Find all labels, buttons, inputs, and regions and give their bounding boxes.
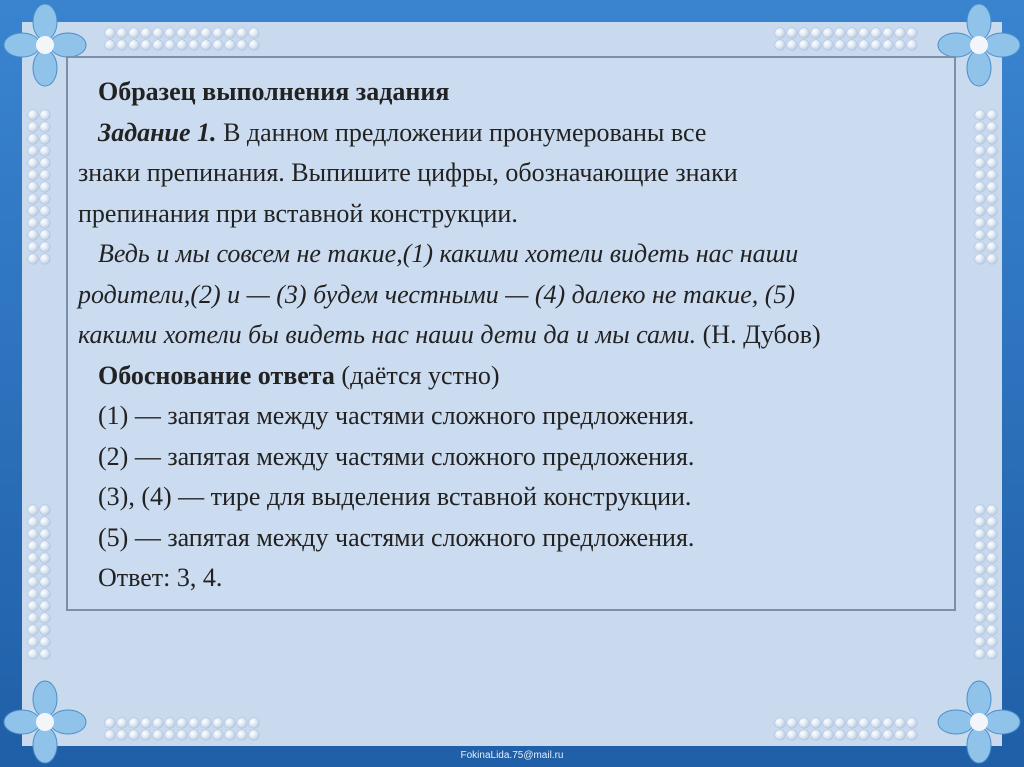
bead xyxy=(907,40,917,50)
bead xyxy=(40,218,50,228)
bead xyxy=(847,718,857,728)
bead xyxy=(811,718,821,728)
bead xyxy=(859,40,869,50)
bead xyxy=(823,730,833,740)
task-label: Задание 1. xyxy=(98,117,217,147)
justification-line xyxy=(98,356,948,397)
bead xyxy=(40,565,50,575)
bead xyxy=(847,40,857,50)
bead xyxy=(105,718,115,728)
bead xyxy=(40,541,50,551)
bead xyxy=(987,194,997,204)
bead xyxy=(40,170,50,180)
bead xyxy=(987,637,997,647)
bead xyxy=(975,517,985,527)
bead xyxy=(975,625,985,635)
bead xyxy=(153,40,163,50)
bead xyxy=(987,541,997,551)
bead xyxy=(787,730,797,740)
bead xyxy=(40,517,50,527)
bead xyxy=(189,28,199,38)
bead xyxy=(117,40,127,50)
bead xyxy=(835,40,845,50)
bead xyxy=(975,218,985,228)
bead xyxy=(40,613,50,623)
bead xyxy=(105,40,115,50)
bead xyxy=(177,40,187,50)
task-text-2: знаки препинания. Выпишите цифры, обозначающие знаки xyxy=(78,158,738,187)
bead xyxy=(237,718,247,728)
slide-title: Образец выполнения задания xyxy=(98,77,450,106)
bead xyxy=(895,718,905,728)
bead xyxy=(895,28,905,38)
bead xyxy=(40,194,50,204)
bead xyxy=(975,637,985,647)
bead xyxy=(249,718,259,728)
bead xyxy=(799,718,809,728)
bead xyxy=(225,730,235,740)
bead xyxy=(165,730,175,740)
bead xyxy=(28,601,38,611)
bead xyxy=(40,254,50,264)
bead xyxy=(975,577,985,587)
bead xyxy=(177,718,187,728)
bead xyxy=(165,718,175,728)
bead xyxy=(987,230,997,240)
bead xyxy=(987,158,997,168)
bead xyxy=(249,730,259,740)
bead xyxy=(835,718,845,728)
justification-note: (даётся устно) xyxy=(334,360,500,390)
bead xyxy=(249,28,259,38)
bead xyxy=(28,146,38,156)
bead xyxy=(847,730,857,740)
bead xyxy=(40,649,50,659)
example-sentence-2: родители,(2) и — (3) будем честными — (4) далеко не такие, (5) xyxy=(78,279,796,309)
bead xyxy=(907,730,917,740)
bead xyxy=(141,718,151,728)
bead xyxy=(40,577,50,587)
bead xyxy=(987,242,997,252)
bead xyxy=(987,122,997,132)
bead xyxy=(28,182,38,192)
bead xyxy=(28,254,38,264)
bead xyxy=(975,649,985,659)
bead xyxy=(975,242,985,252)
bead xyxy=(28,170,38,180)
bead xyxy=(28,565,38,575)
bead xyxy=(237,28,247,38)
bead xyxy=(153,730,163,740)
task-text-3: препинания при вставной конструкции. xyxy=(78,198,518,228)
bead xyxy=(28,134,38,144)
bead xyxy=(975,170,985,180)
bead xyxy=(975,613,985,623)
bead xyxy=(883,730,893,740)
bead xyxy=(975,505,985,515)
bead xyxy=(907,718,917,728)
bead xyxy=(987,625,997,635)
bead xyxy=(883,718,893,728)
bead xyxy=(987,110,997,120)
bead xyxy=(40,146,50,156)
bead xyxy=(129,730,139,740)
bead xyxy=(28,122,38,132)
bead xyxy=(799,28,809,38)
justification-item-4: (5) — запятая между частями сложного предложения. xyxy=(98,522,695,552)
bead xyxy=(975,122,985,132)
bead xyxy=(28,505,38,515)
bead xyxy=(987,505,997,515)
bead xyxy=(237,730,247,740)
bead xyxy=(28,110,38,120)
bead xyxy=(153,28,163,38)
example-sentence-1: Ведь и мы совсем не такие,(1) какими хотели видеть нас наши xyxy=(98,239,799,268)
bead xyxy=(775,730,785,740)
bead xyxy=(987,613,997,623)
bead xyxy=(883,40,893,50)
bead xyxy=(895,730,905,740)
bead xyxy=(987,170,997,180)
bead xyxy=(987,146,997,156)
bead xyxy=(201,730,211,740)
bead xyxy=(975,601,985,611)
bead xyxy=(907,28,917,38)
bead xyxy=(987,182,997,192)
bead xyxy=(28,218,38,228)
bead xyxy=(871,730,881,740)
bead xyxy=(28,577,38,587)
answer: Ответ: 3, 4. xyxy=(98,563,223,592)
bead xyxy=(117,718,127,728)
bead xyxy=(799,730,809,740)
author: (Н. Дубов) xyxy=(696,320,821,349)
bead xyxy=(141,28,151,38)
bead xyxy=(237,40,247,50)
bead xyxy=(117,730,127,740)
bead xyxy=(249,40,259,50)
bead xyxy=(165,28,175,38)
bead xyxy=(871,718,881,728)
bead xyxy=(975,146,985,156)
bead xyxy=(987,649,997,659)
bead xyxy=(811,730,821,740)
bead xyxy=(28,242,38,252)
bead xyxy=(787,718,797,728)
bead xyxy=(213,718,223,728)
bead xyxy=(823,40,833,50)
bead xyxy=(201,28,211,38)
bead xyxy=(975,541,985,551)
bead xyxy=(28,625,38,635)
bead xyxy=(987,529,997,539)
task-text-1: В данном предложении пронумерованы все xyxy=(216,117,707,147)
bead xyxy=(835,730,845,740)
bead xyxy=(975,230,985,240)
bead xyxy=(987,601,997,611)
footer-email: FokinaLida.75@mail.ru xyxy=(460,750,564,761)
bead xyxy=(105,28,115,38)
bead xyxy=(799,40,809,50)
bead xyxy=(28,613,38,623)
bead xyxy=(28,158,38,168)
bead xyxy=(117,28,127,38)
bead xyxy=(189,40,199,50)
bead xyxy=(201,718,211,728)
justification-item-3: (3), (4) — тире для выделения вставной конструкции. xyxy=(98,482,692,511)
bead xyxy=(105,730,115,740)
bead xyxy=(40,206,50,216)
bead xyxy=(883,28,893,38)
bead xyxy=(201,40,211,50)
bead xyxy=(177,28,187,38)
bead xyxy=(213,40,223,50)
bead xyxy=(987,589,997,599)
bead xyxy=(28,649,38,659)
bead xyxy=(28,194,38,204)
bead xyxy=(28,553,38,563)
bead xyxy=(40,553,50,563)
bead xyxy=(859,28,869,38)
bead xyxy=(835,28,845,38)
bead xyxy=(775,28,785,38)
bead xyxy=(40,242,50,252)
bead xyxy=(40,122,50,132)
bead xyxy=(975,565,985,575)
bead xyxy=(129,28,139,38)
bead xyxy=(225,40,235,50)
bead xyxy=(40,158,50,168)
bead xyxy=(213,730,223,740)
bead xyxy=(141,40,151,50)
bead xyxy=(189,718,199,728)
bead xyxy=(28,529,38,539)
bead xyxy=(823,28,833,38)
bead xyxy=(40,601,50,611)
bead xyxy=(859,730,869,740)
bead xyxy=(859,718,869,728)
bead xyxy=(775,40,785,50)
bead xyxy=(28,517,38,527)
bead xyxy=(975,158,985,168)
bead xyxy=(141,730,151,740)
bead xyxy=(975,110,985,120)
bead xyxy=(975,194,985,204)
bead xyxy=(28,230,38,240)
bead xyxy=(787,28,797,38)
bead xyxy=(40,625,50,635)
bead xyxy=(987,218,997,228)
bead xyxy=(895,40,905,50)
bead xyxy=(975,134,985,144)
bead xyxy=(40,134,50,144)
bead xyxy=(811,40,821,50)
bead xyxy=(787,40,797,50)
bead xyxy=(40,589,50,599)
bead xyxy=(165,40,175,50)
bead xyxy=(975,553,985,563)
bead xyxy=(40,505,50,515)
bead xyxy=(987,517,997,527)
slide-content xyxy=(78,72,948,599)
bead xyxy=(28,637,38,647)
bead xyxy=(987,206,997,216)
bead xyxy=(28,541,38,551)
bead xyxy=(213,28,223,38)
bead xyxy=(28,206,38,216)
justification-label: Обоснование ответа xyxy=(98,360,335,390)
example-sentence-3-line xyxy=(78,315,948,356)
bead xyxy=(153,718,163,728)
bead xyxy=(775,718,785,728)
bead xyxy=(177,730,187,740)
bead xyxy=(189,730,199,740)
bead xyxy=(987,577,997,587)
bead xyxy=(987,553,997,563)
bead xyxy=(871,28,881,38)
bead xyxy=(975,254,985,264)
bead xyxy=(975,182,985,192)
example-sentence-3: какими хотели бы видеть нас наши дети да и мы сами. xyxy=(78,320,697,349)
bead xyxy=(225,718,235,728)
bead xyxy=(987,254,997,264)
bead xyxy=(975,206,985,216)
bead xyxy=(40,182,50,192)
bead xyxy=(129,718,139,728)
bead xyxy=(40,110,50,120)
bead xyxy=(987,134,997,144)
bead xyxy=(129,40,139,50)
bead xyxy=(40,529,50,539)
task-line-1 xyxy=(98,113,948,154)
justification-item-1: (1) — запятая между частями сложного предложения. xyxy=(98,401,695,430)
bead xyxy=(975,529,985,539)
bead xyxy=(871,40,881,50)
bead xyxy=(225,28,235,38)
bead xyxy=(28,589,38,599)
bead xyxy=(823,718,833,728)
bead xyxy=(811,28,821,38)
bead xyxy=(40,230,50,240)
bead xyxy=(847,28,857,38)
justification-item-2: (2) — запятая между частями сложного предложения. xyxy=(98,441,695,471)
bead xyxy=(975,589,985,599)
bead xyxy=(40,637,50,647)
bead xyxy=(987,565,997,575)
